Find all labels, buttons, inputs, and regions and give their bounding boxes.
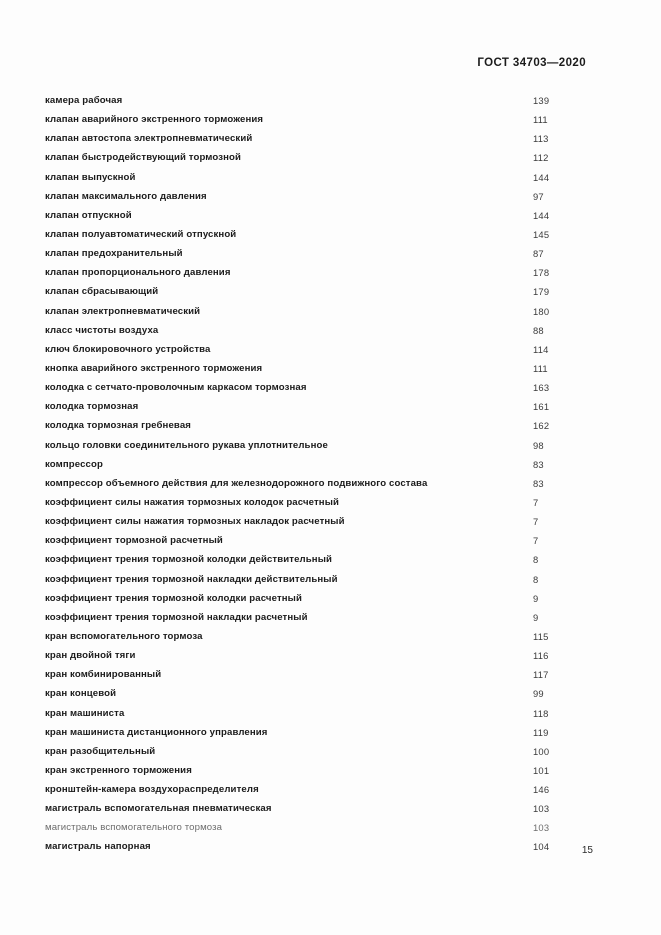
index-entry-page-number: 178 <box>533 267 550 279</box>
index-entry-page-number: 97 <box>533 190 544 202</box>
index-entry-row <box>45 646 616 665</box>
index-entry-row <box>45 742 616 761</box>
index-entry-page-number: 7 <box>533 535 539 547</box>
index-entry-page-number: 139 <box>533 95 550 106</box>
index-entry-page-number: 7 <box>533 496 539 508</box>
index-entry-term: клапан быстродействующий тормозной <box>45 152 242 164</box>
index-entry-term: клапан электропневматический <box>45 305 201 317</box>
index-entry-term: клапан автостопа электропневматический <box>45 133 253 145</box>
index-entry-term: компрессор объемного действия для железнодорожного подвижного состава <box>45 477 428 489</box>
index-entry-page-number: 145 <box>533 228 550 240</box>
index-entry-term: коэффициент трения тормозной накладки действительный <box>45 573 338 585</box>
index-entry-term: класс чистоты воздуха <box>45 324 159 336</box>
index-entry-page-number: 144 <box>533 171 550 183</box>
index-entry-page-number: 9 <box>533 611 539 623</box>
footer-page-number: 15 <box>581 845 593 856</box>
index-entry-term: кран машиниста дистанционного управления <box>45 726 268 738</box>
index-entry-page-number: 144 <box>533 209 550 221</box>
index-entry-term: кран двойной тяги <box>45 650 136 662</box>
index-entry-page-number: 83 <box>533 477 544 489</box>
index-entry-term: клапан полуавтоматический отпускной <box>45 228 237 240</box>
index-entry-term: кран вспомогательного тормоза <box>45 630 203 642</box>
index-entry-row <box>45 723 616 742</box>
index-entry-term: кронштейн-камера воздухораспределителя <box>45 784 259 796</box>
index-entry-row <box>45 225 616 244</box>
index-entry-term: колодка тормозная <box>45 401 139 413</box>
index-entry-page-number: 162 <box>533 420 550 432</box>
index-entry-term: кран разобщительный <box>45 745 156 757</box>
index-entry-page-number: 114 <box>533 343 549 355</box>
index-entry-term: кольцо головки соединительного рукава уплотнительное <box>45 439 328 451</box>
index-entry-row <box>45 493 616 512</box>
index-entry-page-number: 118 <box>533 707 549 719</box>
index-entry-page-number: 116 <box>533 650 549 662</box>
index-entry-page-number: 146 <box>533 784 550 796</box>
index-entry-row <box>45 359 616 378</box>
index-entry-row <box>45 531 616 550</box>
standard-header: ГОСТ 34703—2020 <box>477 57 586 69</box>
index-entry-term: магистраль вспомогательного тормоза <box>45 822 223 834</box>
index-entry-row <box>45 168 616 187</box>
index-entry-page-number: 104 <box>533 841 550 853</box>
index-entry-row <box>45 627 616 646</box>
index-entry-term: ключ блокировочного устройства <box>45 343 211 355</box>
index-entry-term: клапан отпускной <box>45 209 132 221</box>
index-entry-row <box>45 282 616 301</box>
index-entry-row <box>45 799 616 818</box>
index-entry-row <box>45 512 616 531</box>
index-entry-term: коэффициент силы нажатия тормозных накладок расчетный <box>45 516 345 528</box>
index-entry-row <box>45 397 616 416</box>
index-entry-term: клапан максимального давления <box>45 190 207 202</box>
index-entry-page-number: 119 <box>533 726 549 738</box>
index-entry-row <box>45 244 616 263</box>
index-entry-row <box>45 110 616 129</box>
index-entry-page-number: 98 <box>533 439 544 451</box>
index-entry-row <box>45 436 616 455</box>
index-entry-row <box>45 608 616 627</box>
index-entry-term: клапан аварийного экстренного торможения <box>45 114 264 126</box>
index-entry-page-number: 112 <box>533 152 549 164</box>
index-entry-row <box>45 206 616 225</box>
index-entry-row <box>45 684 616 703</box>
index-entry-term: коэффициент трения тормозной колодки расчетный <box>45 592 303 604</box>
index-entry-page-number: 117 <box>533 669 549 681</box>
index-entry-page-number: 99 <box>533 688 544 700</box>
index-entry-term: кран машиниста <box>45 707 125 719</box>
index-entry-row <box>45 589 616 608</box>
index-entry-term: коэффициент трения тормозной колодки действительный <box>45 554 333 566</box>
index-entry-row <box>45 818 616 837</box>
index-entry-page-number: 161 <box>533 401 550 413</box>
index-entry-row <box>45 340 616 359</box>
index-entry-row <box>45 148 616 167</box>
index-entry-row <box>45 474 616 493</box>
index-entry-term: кран экстренного торможения <box>45 764 192 776</box>
index-entry-page-number: 9 <box>533 592 539 604</box>
index-entry-row <box>45 416 616 435</box>
index-entry-row <box>45 704 616 723</box>
index-entry-term: колодка с сетчато-проволочным каркасом тормозная <box>45 382 307 394</box>
index-entry-page-number: 88 <box>533 324 544 336</box>
index-entry-row <box>45 263 616 282</box>
index-entry-page-number: 83 <box>533 458 544 470</box>
index-entry-list <box>45 91 616 857</box>
index-entry-term: коэффициент силы нажатия тормозных колодок расчетный <box>45 496 340 508</box>
index-entry-row <box>45 129 616 148</box>
index-entry-page-number: 163 <box>533 382 550 394</box>
index-entry-page-number: 180 <box>533 305 550 317</box>
index-entry-page-number: 101 <box>533 764 550 776</box>
index-entry-row <box>45 187 616 206</box>
index-entry-page-number: 87 <box>533 248 544 260</box>
index-entry-term: магистраль вспомогательная пневматическая <box>45 803 272 815</box>
index-entry-page-number: 103 <box>533 803 550 815</box>
index-entry-row <box>45 378 616 397</box>
page-footer <box>0 845 616 856</box>
index-entry-term: магистраль напорная <box>45 841 151 853</box>
index-entry-term: кран концевой <box>45 688 117 700</box>
index-entry-page-number: 179 <box>533 286 550 298</box>
index-entry-term: компрессор <box>45 458 103 470</box>
index-entry-row <box>45 780 616 799</box>
index-entry-page-number: 111 <box>533 114 548 126</box>
index-entry-row <box>45 321 616 340</box>
index-entry-term: камера рабочая <box>45 95 123 106</box>
index-entry-term: клапан сбрасывающий <box>45 286 159 298</box>
index-entry-row <box>45 455 616 474</box>
index-entry-term: клапан пропорционального давления <box>45 267 231 279</box>
index-entry-page-number: 111 <box>533 362 548 374</box>
index-entry-row <box>45 302 616 321</box>
index-entry-row <box>45 91 616 110</box>
index-entry-term: кнопка аварийного экстренного торможения <box>45 362 263 374</box>
index-entry-page-number: 100 <box>533 745 550 757</box>
index-entry-row <box>45 550 616 569</box>
index-entry-term: коэффициент трения тормозной накладки расчетный <box>45 611 308 623</box>
index-entry-page-number: 103 <box>533 822 550 834</box>
index-entry-page-number: 8 <box>533 554 539 566</box>
index-entry-row <box>45 665 616 684</box>
index-entry-row <box>45 570 616 589</box>
index-entry-term: колодка тормозная гребневая <box>45 420 191 432</box>
index-entry-page-number: 8 <box>533 573 539 585</box>
index-entry-term: клапан предохранительный <box>45 248 183 260</box>
index-entry-page-number: 113 <box>533 133 549 145</box>
index-entry-page-number: 7 <box>533 516 539 528</box>
index-entry-row <box>45 761 616 780</box>
index-entry-term: кран комбинированный <box>45 669 162 681</box>
index-entry-page-number: 115 <box>533 630 549 642</box>
index-entry-term: клапан выпускной <box>45 171 136 183</box>
index-entry-term: коэффициент тормозной расчетный <box>45 535 223 547</box>
